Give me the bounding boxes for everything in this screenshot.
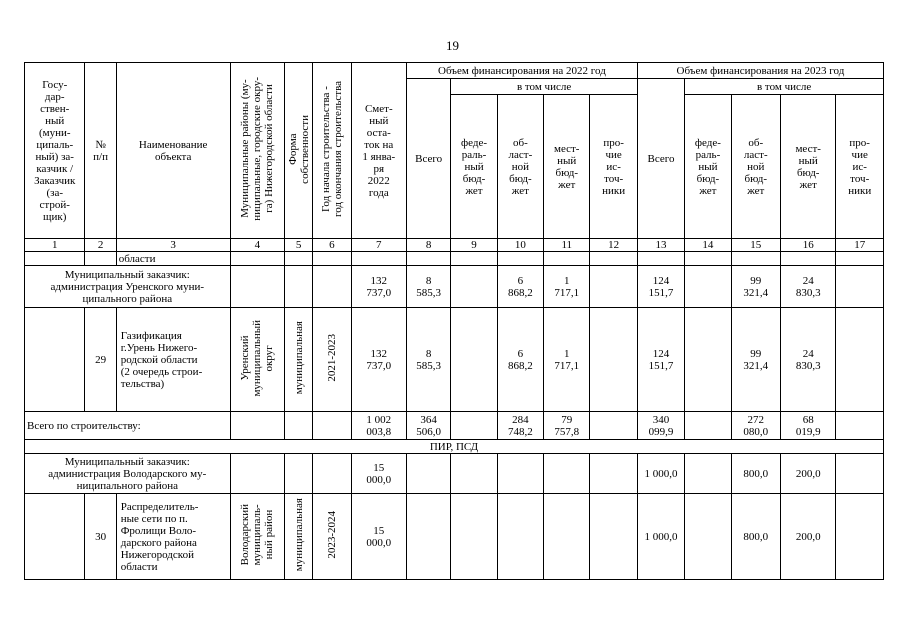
header-local-2022: мест- ный бюд- жет [544, 95, 590, 239]
object-number: 29 [85, 308, 116, 412]
header-including-2022: в том числе [451, 79, 638, 95]
column-number-10: 10 [497, 239, 543, 252]
column-number-15: 15 [731, 239, 780, 252]
object-number: 30 [85, 494, 116, 580]
header-local-2023: мест- ный бюд- жет [780, 95, 835, 239]
local-2023-value: 24 830,3 [780, 308, 835, 412]
table-row [25, 494, 884, 580]
local-2023-value: 200,0 [780, 454, 835, 494]
total-2023-value: 124 151,7 [637, 266, 684, 308]
oblast-continuation: области [116, 252, 230, 266]
header-object-name: Наименование объекта [116, 63, 230, 239]
total-2023-value: 340 099,9 [637, 412, 684, 440]
regional-2022-value: 284 748,2 [497, 412, 543, 440]
estimate-value: 15 000,0 [351, 454, 406, 494]
column-number-6: 6 [313, 239, 351, 252]
table-row [25, 308, 884, 412]
column-number-12: 12 [590, 239, 637, 252]
estimate-value: 15 000,0 [351, 494, 406, 580]
header-customer: Госу- дар- ствен- ный (муни- ципаль- ный) за- казчик / Заказчик (за- строй- щик) [25, 63, 85, 239]
column-number-3: 3 [116, 239, 230, 252]
header-federal-2022: феде- раль- ный бюд- жет [451, 95, 497, 239]
page-number: 19 [446, 38, 459, 53]
estimate-value: 132 737,0 [351, 308, 406, 412]
local-2022-value: 79 757,8 [544, 412, 590, 440]
local-2023-value: 24 830,3 [780, 266, 835, 308]
regional-2023-value: 99 321,4 [731, 266, 780, 308]
column-number-2: 2 [85, 239, 116, 252]
column-number-8: 8 [407, 239, 451, 252]
object-name: Газификация г.Урень Нижего- родской области (2 очередь строи- тельства) [116, 308, 230, 412]
local-2023-value: 68 019,9 [780, 412, 835, 440]
regional-2022-value: 6 868,2 [497, 266, 543, 308]
header-total-2022: Всего [407, 79, 451, 239]
customer-urensky: Муниципальный заказчик: администрация Уренского муни- ципального района [25, 266, 231, 308]
column-number-13: 13 [637, 239, 684, 252]
header-fin-2023: Объем финансирования на 2023 год [637, 63, 883, 79]
column-number-7: 7 [351, 239, 406, 252]
regional-2022-value: 6 868,2 [497, 308, 543, 412]
header-fin-2022: Объем финансирования на 2022 год [407, 63, 638, 79]
object-years: 2021-2023 [313, 308, 351, 412]
regional-2023-value: 800,0 [731, 454, 780, 494]
total-2022-value: 364 506,0 [407, 412, 451, 440]
column-numbers-row [25, 239, 884, 252]
total-2023-value: 1 000,0 [637, 494, 684, 580]
object-ownership: муниципальная [285, 308, 313, 412]
total-2022-value: 8 585,3 [407, 266, 451, 308]
column-number-9: 9 [451, 239, 497, 252]
object-ownership: муниципальная [285, 494, 313, 580]
header-federal-2023: феде- раль- ный бюд- жет [685, 95, 731, 239]
header-years: Год начала строительства - год окончания строительства [313, 63, 351, 239]
grand-total-label: Всего по строительству: [25, 412, 231, 440]
object-district: Володарский муниципаль- ный район [230, 494, 284, 580]
financing-table [24, 62, 884, 580]
customer-volodarsky: Муниципальный заказчик: администрация Володарского му- ниципального района [25, 454, 231, 494]
column-number-17: 17 [836, 239, 884, 252]
column-number-14: 14 [685, 239, 731, 252]
column-number-4: 4 [230, 239, 284, 252]
object-years: 2023-2024 [313, 494, 351, 580]
table-row [25, 266, 884, 308]
header-other-2023: про- чие ис- точ- ники [836, 95, 884, 239]
regional-2023-value: 800,0 [731, 494, 780, 580]
column-number-1: 1 [25, 239, 85, 252]
local-2022-value: 1 717,1 [544, 308, 590, 412]
table-row [25, 412, 884, 440]
header-total-2023: Всего [637, 79, 684, 239]
table-row [25, 440, 884, 454]
table-row [25, 454, 884, 494]
local-2023-value: 200,0 [780, 494, 835, 580]
estimate-value: 132 737,0 [351, 266, 406, 308]
header-num: № п/п [85, 63, 116, 239]
table-row [25, 252, 884, 266]
local-2022-value: 1 717,1 [544, 266, 590, 308]
header-regional-2022: об- ласт- ной бюд- жет [497, 95, 543, 239]
regional-2023-value: 272 080,0 [731, 412, 780, 440]
column-number-16: 16 [780, 239, 835, 252]
section-heading: ПИР, ПСД [25, 440, 884, 454]
regional-2023-value: 99 321,4 [731, 308, 780, 412]
header-regional-2023: об- ласт- ной бюд- жет [731, 95, 780, 239]
header-including-2023: в том числе [685, 79, 884, 95]
total-2022-value: 8 585,3 [407, 308, 451, 412]
header-ownership: Форма собственности [285, 63, 313, 239]
total-2023-value: 124 151,7 [637, 308, 684, 412]
object-district: Уренский муниципальный округ [230, 308, 284, 412]
column-number-11: 11 [544, 239, 590, 252]
header-other-2022: про- чие ис- точ- ники [590, 95, 637, 239]
object-name: Распределитель- ные сети по п. Фролищи Воло- дарского района Нижегородской области [116, 494, 230, 580]
header-estimate: Смет- ный оста- ток на 1 янва- ря 2022 года [351, 63, 406, 239]
header-districts: Муниципальные районы (му- ниципальные, городские окру- га) Нижегородской области [230, 63, 284, 239]
estimate-value: 1 002 003,8 [351, 412, 406, 440]
total-2023-value: 1 000,0 [637, 454, 684, 494]
column-number-5: 5 [285, 239, 313, 252]
